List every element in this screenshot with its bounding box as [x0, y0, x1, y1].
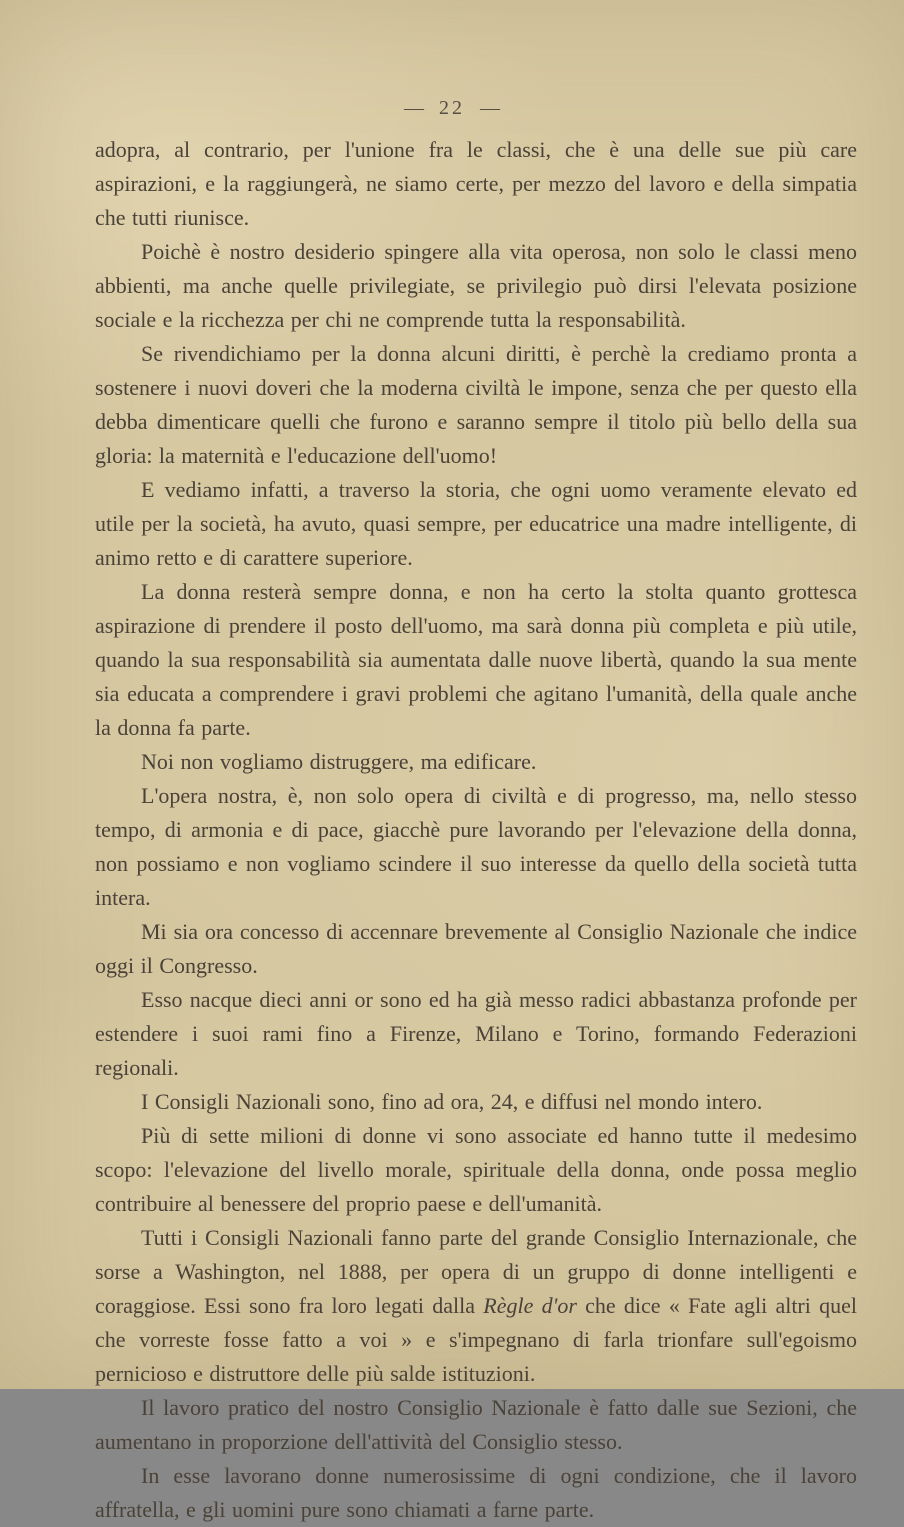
- paragraph: La donna resterà sempre donna, e non ha certo la stolta quanto grottesca aspirazione di prendere il posto dell'uomo, ma sarà donna più completa e più utile, quando la sua responsabilità sia aumentata dalle nuove libertà, quando la sua mente sia educata a comprendere i gravi problemi che agitano l'umanità, della quale anche la donna fa parte.: [95, 579, 857, 740]
- paragraph: Noi non vogliamo distruggere, ma edificare.: [141, 749, 537, 774]
- paragraph-segment: che dice « Fate agli altri quel che vorreste fosse fatto a voi » e s'impegnano di farla trionfare sull'egoismo pernicioso e distruttore delle più salde istituzioni.: [95, 1293, 857, 1386]
- paragraph: [95, 1221, 857, 1391]
- paragraph: Poichè è nostro desiderio spingere alla vita operosa, non solo le classi meno abbienti, ma anche quelle privilegiate, se privilegio può dirsi l'elevata posizione sociale e la ricchezza per chi ne comprende tutta la responsabilità.: [95, 239, 857, 332]
- paragraph: Mi sia ora concesso di accennare brevemente al Consiglio Nazionale che indice oggi il Congresso.: [95, 919, 857, 978]
- paragraph: adopra, al contrario, per l'unione fra le classi, che è una delle sue più care aspirazioni, e la raggiungerà, ne siamo certe, per mezzo del lavoro e della simpatia che tutti riunisce.: [95, 137, 857, 230]
- paragraph: I Consigli Nazionali sono, fino ad ora, 24, e diffusi nel mondo intero.: [141, 1089, 763, 1114]
- paragraph: L'opera nostra, è, non solo opera di civiltà e di progresso, ma, nello stesso tempo, di armonia e di pace, giacchè pure lavorando per l'elevazione della donna, non possiamo e non vogliamo scindere il suo interesse da quello della società tutta intera.: [95, 783, 857, 910]
- page-header: [0, 97, 904, 120]
- page-number: 22: [439, 97, 465, 119]
- regle-dor-italic-phrase: Règle d'or: [483, 1293, 577, 1318]
- header-rule-right: —: [480, 97, 500, 119]
- paragraph: Più di sette milioni di donne vi sono associate ed hanno tutte il medesimo scopo: l'elevazione del livello morale, spirituale della donna, onde possa meglio contribuire al benessere del proprio paese e dell'umanità.: [95, 1123, 857, 1216]
- header-rule-left: —: [404, 97, 424, 119]
- paragraph: E vediamo infatti, a traverso la storia, che ogni uomo veramente elevato ed utile per la società, ha avuto, quasi sempre, per educatrice una madre intelligente, di animo retto e di carattere superiore.: [95, 477, 857, 570]
- paragraph: Il lavoro pratico del nostro Consiglio Nazionale è fatto dalle sue Sezioni, che aumentano in proporzione dell'attività del Consiglio stesso.: [95, 1395, 857, 1454]
- body-text: [95, 133, 857, 1527]
- paragraph: Esso nacque dieci anni or sono ed ha già messo radici abbastanza profonde per estendere i suoi rami fino a Firenze, Milano e Torino, formando Federazioni regionali.: [95, 987, 857, 1080]
- paragraph: In esse lavorano donne numerosissime di ogni condizione, che il lavoro affratella, e gli uomini pure sono chiamati a farne parte.: [95, 1463, 857, 1522]
- paragraph-segment: Tutti i Consigli Nazionali fanno parte del grande Consiglio Internazionale, che sorse a Washington, nel 1888, per opera di un gruppo di donne intelligenti e coraggiose. Essi sono fra loro legati dalla: [95, 1225, 857, 1318]
- paragraph: Se rivendichiamo per la donna alcuni diritti, è perchè la crediamo pronta a sostenere i nuovi doveri che la moderna civiltà le impone, senza che per questo ella debba dimenticare quelli che furono e saranno sempre il titolo più bello della sua gloria: la maternità e l'educazione dell'uomo!: [95, 341, 857, 468]
